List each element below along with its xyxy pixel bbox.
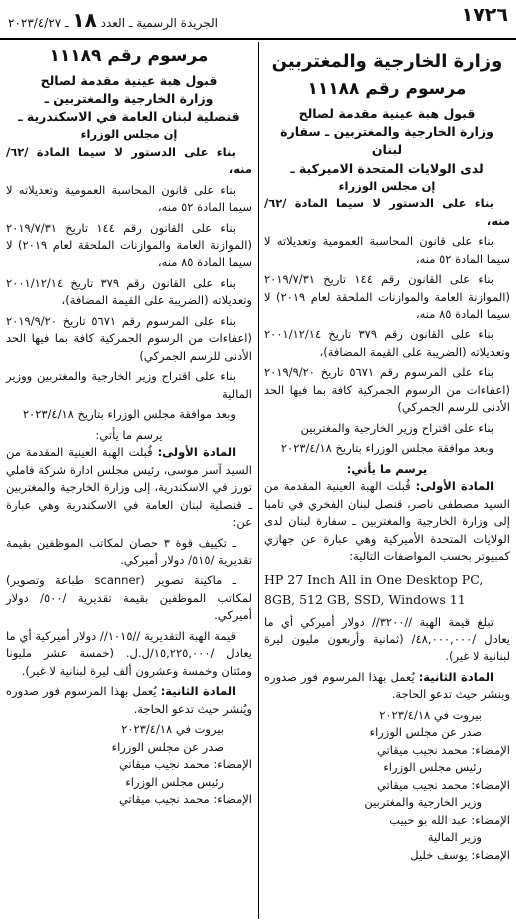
signature-block bbox=[264, 724, 510, 864]
donation-value: تبلغ قيمة الهبة //٣٢٠٠// دولار أميركي أي ما يعادل /٤٨,٠٠٠,٠٠٠/ (ثمانية وأربعون مليون ليرة لبنانية لا غير). bbox=[264, 614, 510, 664]
recital: بناء على المرسوم رقم ٥٦٧١ تاريخ ٢٠١٩/٩/٢٠ (اعفاءات من الرسوم الجمركية كافة بما فيها الحد الأدنى للرسم الجمركي) bbox=[264, 365, 510, 415]
gazette-title bbox=[8, 8, 218, 32]
article-2 bbox=[6, 683, 252, 718]
signature-name: الإمضاء: محمد نجيب ميقاتي bbox=[376, 742, 510, 757]
article-2-title: المادة الثانية: bbox=[418, 669, 494, 684]
place-date: بيروت في ٢٠٢٣/٤/١٨ bbox=[379, 707, 482, 722]
article-1-title: المادة الأولى: bbox=[157, 445, 237, 460]
donation-value: قيمة الهبة التقديرية //١٠١٥// دولار أميركية أي ما يعادل /١٥,٢٢٥,٠٠٠/ل.ل. (خمسة عشر مليونا ومئتان وخمسة وعشرون ألف ليرة لبنانية لا غير). bbox=[6, 628, 252, 678]
signature-name: الإمضاء: محمد نجيب ميقاتي bbox=[118, 792, 252, 807]
list-item: ـ تكييف قوة ٣ حصان لمكاتب الموظفين بقيمة تقديرية /٥١٥/ دولار أميركي. bbox=[6, 535, 252, 567]
recital: بناء على الدستور لا سيما المادة /٦٢/ منه، bbox=[264, 196, 510, 228]
signature-name: الإمضاء: محمد نجيب ميقاتي bbox=[118, 757, 252, 772]
decree-subject bbox=[264, 105, 510, 178]
decree-title: مرسوم رقم ١١١٨٨ bbox=[307, 79, 467, 100]
gazette-date: ـ ٢٠٢٣/٤/٢٧ bbox=[8, 16, 69, 30]
signature-role: صدر عن مجلس الوزراء bbox=[369, 725, 482, 740]
recital: بناء على القانون رقم ٣٧٩ تاريخ ٢٠٠١/١٢/١٤ وتعديلاته (الضريبة على القيمة المضافة)، bbox=[264, 327, 510, 359]
council-heading: إن مجلس الوزراء bbox=[80, 127, 178, 142]
recital: بناء على الدستور لا سيما المادة /٦٢/ منه، bbox=[6, 144, 252, 177]
issue-number: ١٨ bbox=[72, 8, 97, 32]
decree-title: مرسوم رقم ١١١٨٩ bbox=[49, 46, 209, 66]
signature-role: رئيس مجلس الوزراء bbox=[383, 760, 482, 775]
signature-role: وزير المالية bbox=[427, 830, 482, 845]
article-1 bbox=[6, 444, 252, 531]
recital: بناء على اقتراح وزير الخارجية والمغتربين bbox=[300, 420, 494, 435]
gazette-prefix: الجريدة الرسمية ـ العدد bbox=[100, 16, 218, 30]
subject-line: قنصلية لبنان العامة في الاسكندرية ـ bbox=[18, 109, 240, 125]
signature-role: وزير الخارجية والمغتربين bbox=[364, 795, 482, 810]
recital: بناء على القانون رقم ٣٧٩ تاريخ ٢٠٠١/١٢/١٤ وتعديلاته (الضريبة على القيمة المضافة)، bbox=[6, 275, 252, 308]
council-heading: إن مجلس الوزراء bbox=[338, 178, 436, 193]
article-1 bbox=[264, 478, 510, 565]
signature-role: صدر عن مجلس الوزراء bbox=[111, 739, 224, 754]
signature-name: الإمضاء: محمد نجيب ميقاتي bbox=[376, 777, 510, 792]
device-specs: HP 27 Inch All in One Desktop PC, 8GB, 512 GB, SSD, Windows 11 bbox=[264, 571, 484, 607]
subject-line: لدى الولايات المتحدة الاميركية ـ bbox=[290, 160, 484, 176]
article-2-text: يُعمل بهذا المرسوم فور صدوره وينشر حيث تدعو الحاجة. bbox=[264, 669, 510, 702]
recital: وبعد موافقة مجلس الوزراء بتاريخ ٢٠٢٣/٤/١٨ bbox=[280, 441, 494, 456]
article-2-title: المادة الثانية: bbox=[160, 684, 236, 699]
recital: بناء على المرسوم رقم ٥٦٧١ تاريخ ٢٠١٩/٩/٢٠ (اعفاءات من الرسوم الجمركية كافة بما فيها الحد الأدنى للرسم الجمركي) bbox=[6, 313, 252, 363]
article-2-text: يُعمل بهذا المرسوم فور صدوره ويُنشر حيث تدعو الحاجة. bbox=[6, 684, 252, 716]
subject-line: وزارة الخارجية والمغتربين ـ سفارة لبنان bbox=[280, 124, 494, 158]
article-1-text: قُبلت الهبة العينية المقدمة من السيد آسر موسى، رئيس مجلس ادارة شركة فاملي تورز في الاسكندرية، إلى وزارة الخارجية والمغتربين ـ قنصلية لبنان العامة في الاسكندرية وهي عبارة عن: bbox=[6, 445, 252, 530]
recital: بناء على اقتراح وزير الخارجية والمغتربين ووزير المالية bbox=[6, 369, 252, 401]
recital: بناء على القانون رقم ١٤٤ تاريخ ٢٠١٩/٧/٣١ (الموازنة العامة والموازنات الملحقة لعام ٢٠١٩) لا سيما المادة ٨٥ منه، bbox=[264, 272, 510, 321]
right-column bbox=[264, 44, 510, 864]
recital: وبعد موافقة مجلس الوزراء بتاريخ ٢٠٢٣/٤/١٨ bbox=[22, 407, 236, 422]
recital: بناء على القانون رقم ١٤٤ تاريخ ٢٠١٩/٧/٣١ (الموازنة العامة والموازنات الملحقة لعام ٢٠١٩) لا سيما المادة ٨٥ منه، bbox=[6, 220, 252, 270]
subject-line: قبول هبة عينية مقدمة لصالح bbox=[40, 72, 218, 88]
signature-block bbox=[6, 739, 252, 809]
recital: بناء على قانون المحاسبة العمومية وتعديلاته لا سيما المادة ٥٢ منه، bbox=[264, 234, 510, 266]
recital: بناء على قانون المحاسبة العمومية وتعديلاته لا سيما المادة ٥٢ منه، bbox=[6, 182, 252, 215]
subject-line: وزارة الخارجية والمغتربين ـ bbox=[44, 90, 214, 106]
article-2 bbox=[264, 669, 510, 704]
left-column bbox=[6, 44, 252, 809]
signature-name: الإمضاء: عبد الله بو حبيب bbox=[389, 812, 510, 827]
page-header bbox=[0, 0, 516, 40]
subject-line: قبول هبة عينية مقدمة لصالح bbox=[298, 106, 476, 122]
article-1-title: المادة الأولى: bbox=[415, 479, 495, 494]
place-date: بيروت في ٢٠٢٣/٤/١٨ bbox=[121, 722, 224, 737]
signature-role: رئيس مجلس الوزراء bbox=[125, 774, 224, 789]
list-item: ـ ماكينة تصوير (scanner طباعة وتصوير) لمكاتب الموظفين بقيمة تقديرية /٥٠٠/ دولار أميركي. bbox=[6, 573, 252, 623]
decrees-heading: يرسم ما يأتي: bbox=[95, 427, 163, 442]
ministry-title: وزارة الخارجية والمغتربين bbox=[271, 51, 503, 72]
decree-subject bbox=[6, 72, 252, 126]
decrees-heading: يرسم ما يأتي: bbox=[346, 461, 428, 476]
page-number: ١٧٢٦ bbox=[461, 4, 508, 26]
column-divider bbox=[258, 42, 259, 919]
signature-name: الإمضاء: يوسف خليل bbox=[410, 847, 510, 862]
article-1-text: قُبلت الهبة العينية المقدمة من السيد مصطفى ناصر، قنصل لبنان الفخري في تامبا إلى وزارة الخارجية والمغتربين ـ سفارة لبنان لدى الولايات المتحدة الأميركية وهي عبارة عن جهازي كمبيوتر بحسب المواصفات التالية: bbox=[264, 479, 510, 564]
